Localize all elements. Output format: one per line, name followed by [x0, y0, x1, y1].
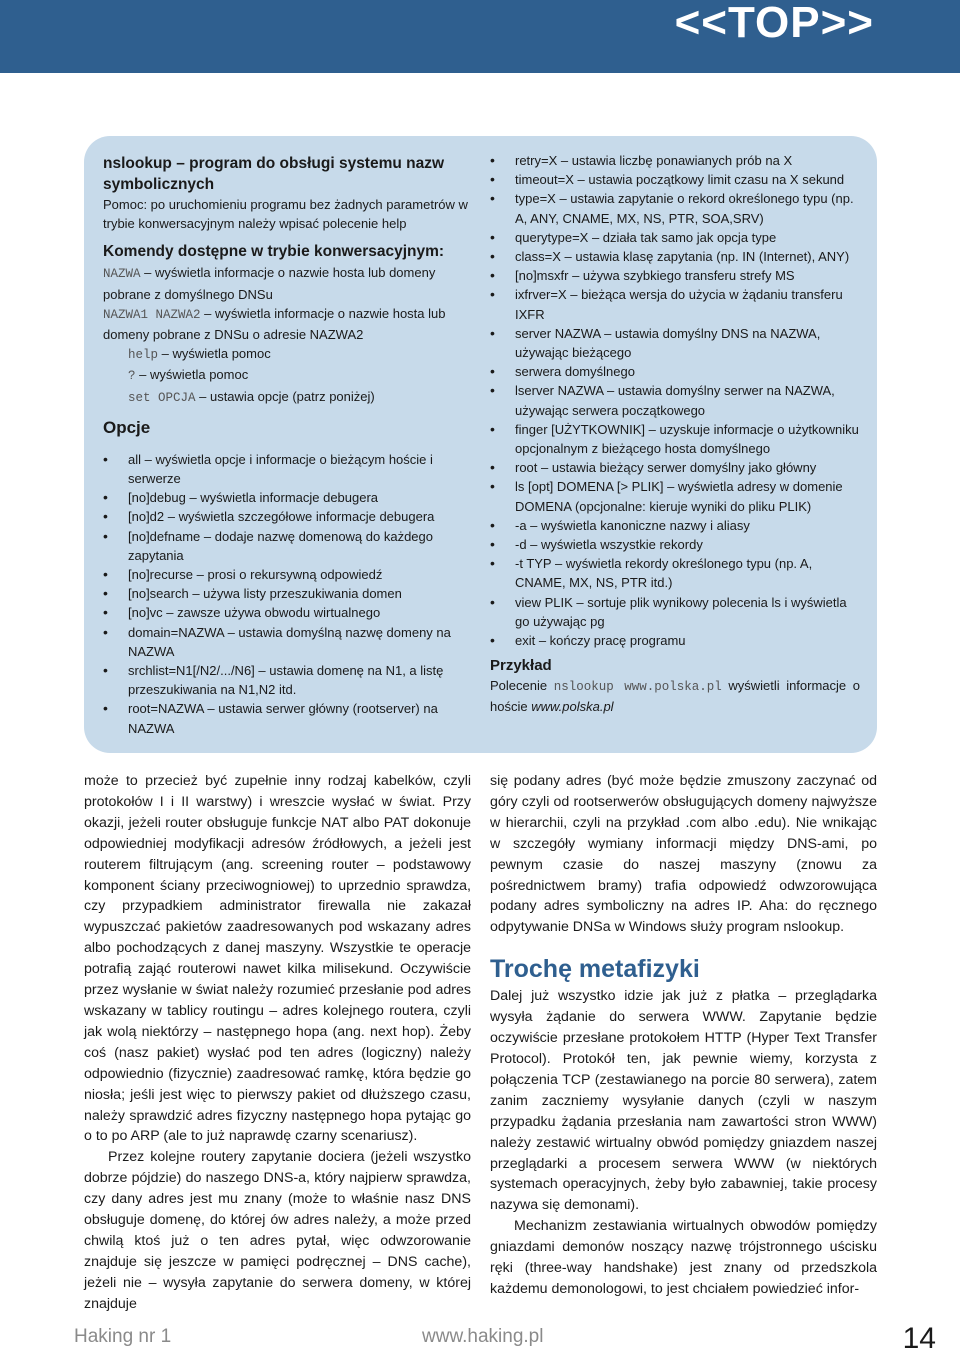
option-item: • [no]debug – wyświetla informacje debugera	[103, 488, 473, 507]
option-item: • [no]msxfr – używa szybkiego transferu strefy MS	[490, 266, 860, 285]
example-text	[490, 676, 860, 716]
article-right-column	[490, 771, 877, 1300]
option-item: • lserver NAZWA – ustawia domyślny serwer na NAZWA, używając serwera początkowego	[490, 381, 860, 419]
article-paragraph: Przez kolejne routery zapytanie dociera (jeżeli wszystko dobrze pójdzie) do naszego DNS-a, który najpierw sprawdza, czy dany adres jest mu znany (może to właśnie nasz DNS obsługuje domenę, do której ów adres należy, a może przed chwilą ktoś już o ten adres pytał, więc odwzorowanie znajduje się jeszcze w pamięci podręcznej – DNS cache), jeżeli nie – wysyła zapytanie do serwera domeny, w której znajduje	[84, 1149, 471, 1312]
command-code: NAZWA	[103, 267, 141, 282]
options-list-right	[490, 151, 860, 650]
option-item: • domain=NAZWA – ustawia domyślną nazwę domeny na NAZWA	[103, 623, 473, 661]
example-code: nslookup www.polska.pl	[553, 680, 722, 695]
option-item: • root=NAZWA – ustawia serwer główny (rootserver) na NAZWA	[103, 699, 473, 737]
option-item: • querytype=X – działa tak samo jak opcja type	[490, 228, 860, 247]
option-item: • -a – wyświetla kanoniczne nazwy i aliasy	[490, 516, 860, 535]
option-item: • [no]recurse – prosi o rekursywną odpowiedź	[103, 565, 473, 584]
box-left-column	[103, 154, 473, 738]
option-item: • srchlist=N1[/N2/.../N6] – ustawia domenę na N1, a listę przeszukiwania na N1,N2 itd.	[103, 661, 473, 699]
command-code: help	[128, 348, 159, 363]
options-list-left	[103, 450, 473, 738]
option-item: • root – ustawia bieżący serwer domyślny jako główny	[490, 458, 860, 477]
footer-website-link[interactable]: www.haking.pl	[422, 1326, 544, 1347]
option-item: • all – wyświetla opcje i informacje o bieżącym hoście i serwerze	[103, 450, 473, 488]
options-heading: Opcje	[103, 417, 151, 437]
box-title: nslookup – program do obsługi systemu nazw symbolicznych	[103, 155, 445, 193]
option-item: • ixfrver=X – bieżąca wersja do użycia w żądaniu transferu IXFR	[490, 285, 860, 323]
command-code: NAZWA1 NAZWA2	[103, 307, 201, 322]
option-item: • [no]defname – dodaje nazwę domenową do każdego zapytania	[103, 527, 473, 565]
command-code: ?	[128, 369, 136, 384]
page-number: 14	[902, 1322, 936, 1355]
option-item: • [no]vc – zawsze używa obwodu wirtualnego	[103, 603, 473, 622]
example-heading: Przykład	[490, 657, 552, 675]
option-item: • -d – wyświetla wszystkie rekordy	[490, 535, 860, 554]
commands-heading: Komendy dostępne w trybie konwersacyjnym:	[103, 243, 445, 261]
article-paragraph: się podany adres (być może będzie zmuszony zaczynać od góry czyli od rootserwerów obsługujących domeny najwyższe w hierarchii, czyli na przykład .com albo .edu). Nie wnikając w szczegóły wymiany informacji między DNS-ami, po pewnym czasie do naszej maszyny (znowu za pośrednictwem bramy) trafia odpowiedź odwzorowująca podany adres symboliczny na adres IP. Aha: do ręcznego odpytywanie DNSa w Windows służy program nslookup.	[490, 773, 877, 936]
example-host: www.polska.pl	[531, 699, 614, 715]
example-prefix: Polecenie	[490, 678, 554, 694]
command-description: – wyświetla pomoc	[158, 346, 271, 362]
option-item: • ls [opt] DOMENA [> PLIK] – wyświetla adresy w domenie DOMENA (opcjonalne: kieruje wyniki do pliku PLIK)	[490, 477, 860, 515]
section-title: <<TOP>>	[674, 0, 874, 47]
option-item: • view PLIK – sortuje plik wynikowy polecenia ls i wyświetla go używając pg	[490, 593, 860, 631]
option-item: • -t TYP – wyświetla rekordy określonego typu (np. A, CNAME, MX, NS, PTR itd.)	[490, 554, 860, 592]
box-right-column	[490, 151, 860, 717]
command-description: – ustawia opcje (patrz poniżej)	[195, 388, 375, 404]
command-description: – wyświetla informacje o nazwie hosta lub domeny pobrane z domyślnego DNSu	[103, 265, 436, 302]
command-entry	[103, 365, 473, 386]
option-item: • [no]d2 – wyświetla szczegółowe informacje debugera	[103, 507, 473, 526]
option-item: • timeout=X – ustawia początkowy limit czasu na X sekund	[490, 170, 860, 189]
article-paragraph: może to przecież być zupełnie inny rodzaj kabelków, czyli protokołów I i II warstwy) i wreszcie wysłać w świat. Przy okazji, jeżeli router obsługuje funkcje NAT albo PAT dokonuje odpowiedniej modyfikacji adresów źródłowych, a jeżeli jest routerem filtrującym (ang. screening router – podstawowy komponent ściany przeciwogniowej) to uprzednio sprawdza, czy przypadkiem administrator firewalla nie zakazał wypuszczać pakietów zaadresowanych pod wskazany adres albo pochodzących z danej maszyny. Wszystkie te operacje potrafią zająć routerowi nawet kilka milisekund. Oczywiście przez wysłanie w świat należy rozumieć przesłanie pod adres wskazany w tablicy routingu – adres kolejnego routera, czyli jak wolą niektórzy – następnego hopa (ang. next hop). Żeby coś (nasz pakiet) wysłać pod ten adres (logiczny) należy odpowiednio (fizycznie) zaadresować ramkę, która będzie go niosła; jeśli jest więc to pierwszy pakiet od dłuższego czasu, należy sprawdzić adres fizyczny następnego hopa pytając go o to po ARP (ale to już naprawdę czarny scenariusz).	[84, 773, 471, 1145]
section-heading: Trochę metafizyki	[490, 955, 700, 984]
article-paragraph: Dalej już wszystko idzie jak już z płatka – przeglądarka wysyła żądanie do serwera WWW. Zapytanie będzie oczywiście przesłane protokołem HTTP (Hyper Text Transfer Protocol). Protokół ten, jak pewnie wiemy, korzysta z połączenia TCP (zestawianego na porcie 80 serwera), zatem zanim zaczniemy wysyłanie danych (czyli w naszym przypadku żądania przesłania nam zawartości stron WWW) należy zestawić wirtualny obwód pomiędzy gniazdem naszej przeglądarki a procesem serwera WWW (w niektórych systemach operacyjnych, żeby było zabawniej, takie procesy nazywa się demonami).	[490, 988, 877, 1214]
example-mid: wyświetli informacje o hoście	[490, 678, 860, 715]
command-entry	[103, 304, 473, 344]
footer-magazine: Haking nr 1	[74, 1326, 172, 1347]
command-description: – wyświetla informacje o nazwie hosta lub domeny pobrane z DNSu o adresie NAZWA2	[103, 305, 446, 343]
command-description: – wyświetla pomoc	[135, 367, 249, 383]
option-item: • [no]search – używa listy przeszukiwania domen	[103, 584, 473, 603]
command-entry	[103, 344, 473, 365]
command-entry	[103, 263, 473, 303]
option-item: • finger [UŻYTKOWNIK] – uzyskuje informacje o użytkowniku opcjonalnym z bieżącego hosta domyślnego	[490, 420, 860, 458]
option-item: • serwera domyślnego	[490, 362, 860, 381]
command-entry	[103, 387, 473, 408]
page-header-bar	[0, 0, 960, 73]
option-item: • type=X – ustawia zapytanie o rekord określonego typu (np. A, ANY, CNAME, MX, NS, PTR, SOA,SRV)	[490, 189, 860, 227]
command-code: set OPCJA	[128, 390, 196, 405]
option-item: • retry=X – ustawia liczbę ponawianych prób na X	[490, 151, 860, 170]
option-item: • server NAZWA – ustawia domyślny DNS na NAZWA, używając bieżącego	[490, 324, 860, 362]
option-item: • exit – kończy pracę programu	[490, 631, 860, 650]
box-intro: Pomoc: po uruchomieniu programu bez żadnych parametrów w trybie konwersacyjnym należy wpisać polecenie help	[103, 197, 468, 232]
article-paragraph: Mechanizm zestawiania wirtualnych obwodów pomiędzy gniazdami demonów noszący nazwę trójstronnego uścisku ręki (three-way handshake) jest znany od przedszkola każdemu demonologowi, to jest chciałem powiedzieć infor-	[490, 1218, 877, 1297]
article-left-column	[84, 771, 471, 1315]
commands-list	[103, 263, 473, 407]
option-item: • class=X – ustawia klasę zapytania (np. IN (Internet), ANY)	[490, 247, 860, 266]
